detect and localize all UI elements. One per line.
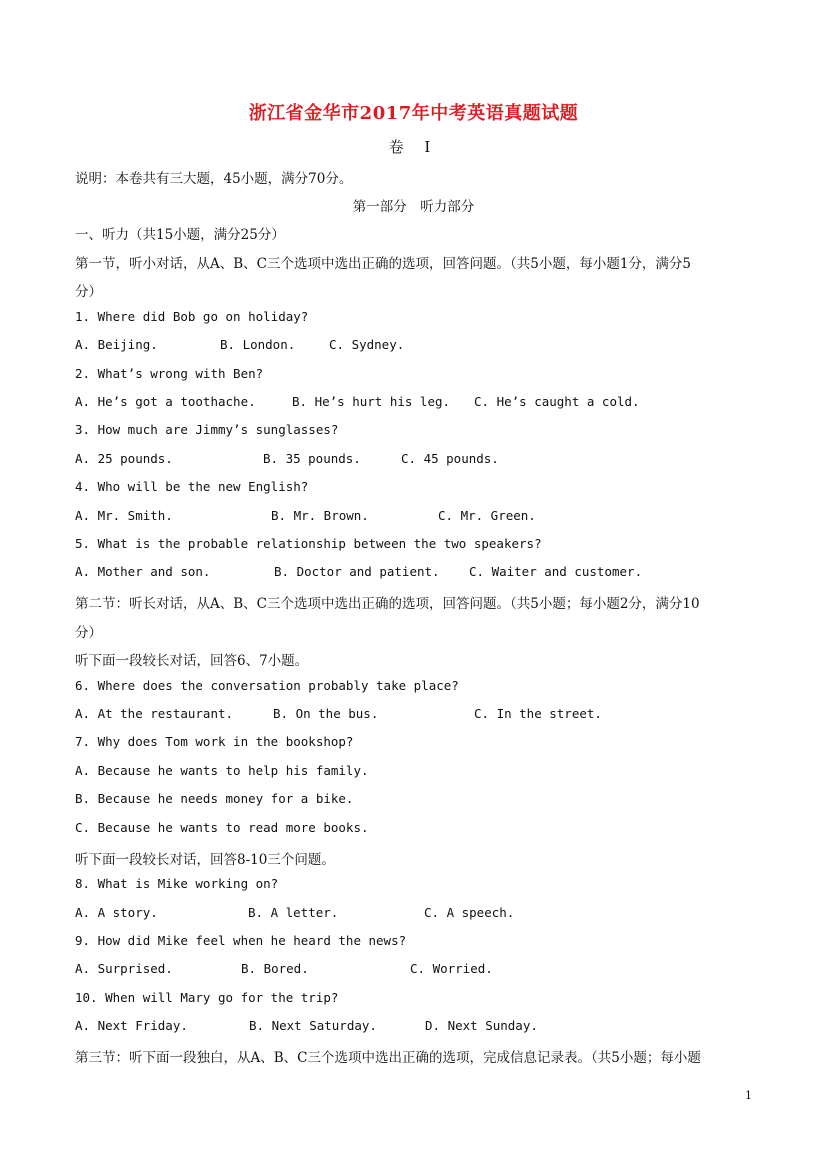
question: 5. What is the probable relationship between the two speakers? — [75, 536, 542, 551]
option-b: B. Next Saturday. — [249, 1018, 377, 1033]
option-a: A. At the restaurant. — [75, 706, 234, 721]
section-instruction: 第一节，听小对话，从A、B、C三个选项中选出正确的选项，回答问题。（共5小题，每小题1分，满分5 — [75, 256, 692, 272]
section-heading: 一、听力（共15小题，满分25分） — [75, 227, 285, 243]
option-a: A. Because he wants to help his family. — [75, 763, 369, 778]
option-b: B. London. — [220, 337, 296, 352]
option-a: A. 25 pounds. — [75, 451, 173, 466]
intro-note: 说明：本卷共有三大题，45小题，满分70分。 — [75, 171, 353, 187]
option-b: B. A letter. — [248, 905, 339, 920]
question: 10. When will Mary go for the trip? — [75, 990, 339, 1005]
option-c: C. Worried. — [410, 961, 493, 976]
option-b: B. He’s hurt his leg. — [292, 394, 451, 409]
option-a: A. Next Friday. — [75, 1018, 188, 1033]
option-b: B. Doctor and patient. — [274, 564, 440, 579]
option-a: A. He’s got a toothache. — [75, 394, 256, 409]
section-instruction: 分） — [75, 625, 102, 641]
option-c: C. He’s caught a cold. — [474, 394, 640, 409]
option-a: A. A story. — [75, 905, 158, 920]
listening-prompt: 听下面一段较长对话，回答6、7小题。 — [75, 653, 309, 669]
option-c: C. Waiter and customer. — [469, 564, 643, 579]
option-b: B. Bored. — [241, 961, 309, 976]
option-c: C. Sydney. — [329, 337, 405, 352]
section-instruction: 第三节：听下面一段独白，从A、B、C三个选项中选出正确的选项，完成信息记录表。（共5小题；每小题 — [75, 1050, 701, 1066]
section-instruction: 分） — [75, 284, 102, 300]
option-b: B. On the bus. — [273, 706, 379, 721]
section-instruction: 第二节：听长对话，从A、B、C三个选项中选出正确的选项，回答问题。（共5小题；每小题2分，满分10 — [75, 596, 700, 612]
option-a: A. Mr. Smith. — [75, 508, 173, 523]
part-heading: 第一部分 听力部分 — [352, 199, 475, 215]
question: 2. What’s wrong with Ben? — [75, 366, 264, 381]
option-b: B. Because he needs money for a bike. — [75, 791, 354, 806]
option-c: C. In the street. — [474, 706, 602, 721]
option-b: B. Mr. Brown. — [271, 508, 369, 523]
option-a: A. Mother and son. — [75, 564, 211, 579]
option-c: C. Mr. Green. — [438, 508, 536, 523]
question: 3. How much are Jimmy’s sunglasses? — [75, 422, 339, 437]
question: 6. Where does the conversation probably take place? — [75, 678, 459, 693]
option-c: C. A speech. — [424, 905, 515, 920]
option-a: A. Beijing. — [75, 337, 158, 352]
question: 4. Who will be the new English? — [75, 479, 309, 494]
question: 8. What is Mike working on? — [75, 876, 279, 891]
question: 7. Why does Tom work in the bookshop? — [75, 734, 354, 749]
volume-label: 卷 Ⅰ — [388, 138, 439, 156]
listening-prompt: 听下面一段较长对话，回答8-10三个问题。 — [75, 852, 335, 868]
page-title: 浙江省金华市2017年中考英语真题试题 — [248, 103, 579, 124]
question: 9. How did Mike feel when he heard the news? — [75, 933, 407, 948]
option-c: C. 45 pounds. — [401, 451, 499, 466]
option-d: D. Next Sunday. — [425, 1018, 538, 1033]
question: 1. Where did Bob go on holiday? — [75, 309, 309, 324]
page-number: 1 — [745, 1089, 752, 1102]
option-c: C. Because he wants to read more books. — [75, 820, 369, 835]
option-b: B. 35 pounds. — [263, 451, 361, 466]
option-a: A. Surprised. — [75, 961, 173, 976]
